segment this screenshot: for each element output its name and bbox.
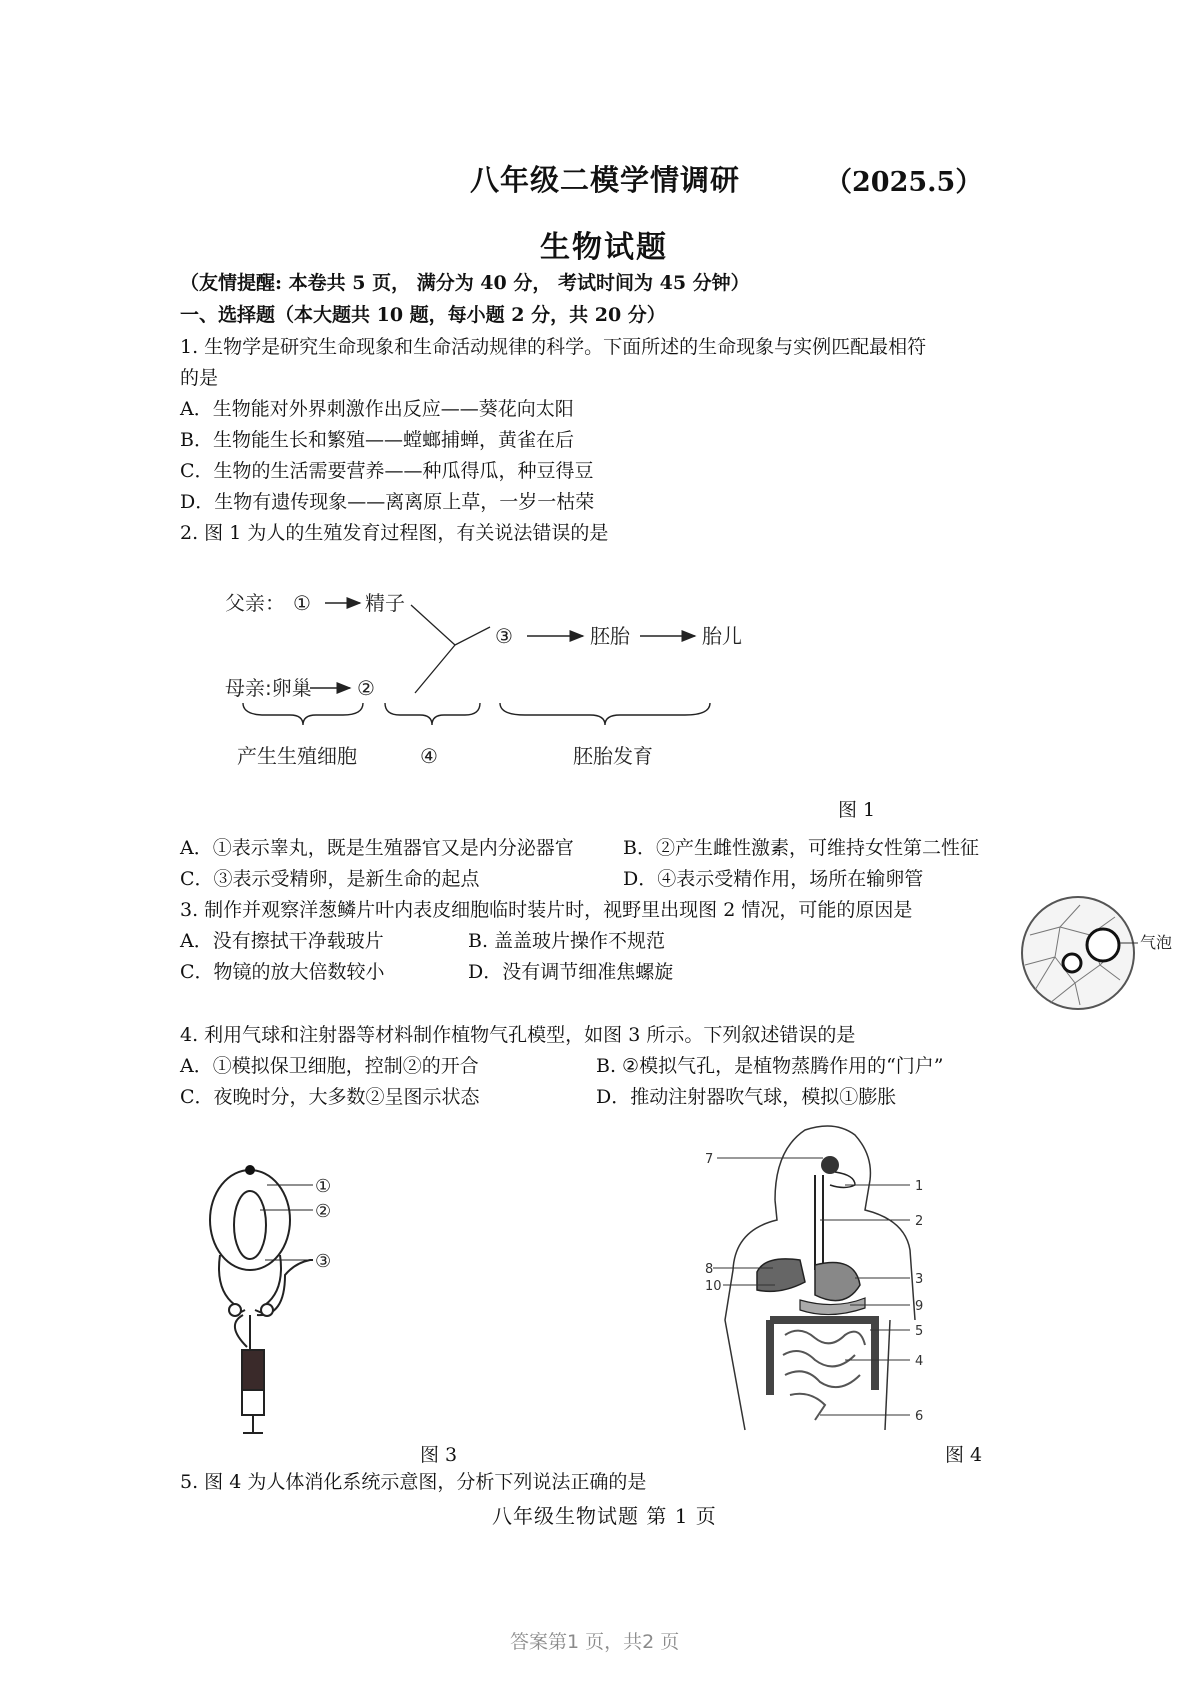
q4-stem: 4. 利用气球和注射器等材料制作植物气孔模型，如图 3 所示。下列叙述错误的是 — [180, 1024, 856, 1046]
fig3-label-3: ③ — [315, 1251, 332, 1272]
q4-option-b: B. ②模拟气孔，是植物蒸腾作用的“门户” — [596, 1055, 944, 1077]
fig3-label-2: ② — [315, 1201, 332, 1222]
q4-option-d: D．推动注射器吹气球，模拟①膨胀 — [596, 1086, 897, 1108]
fig1-fetus: 胎儿 — [702, 624, 742, 648]
fig4-label-6: 6 — [915, 1409, 924, 1424]
q1-option-c: C．生物的生活需要营养——种瓜得瓜，种豆得豆 — [180, 460, 594, 482]
q1-option-b: B．生物能生长和繁殖——螳螂捕蝉，黄雀在后 — [180, 429, 574, 451]
small-air-bubble — [1063, 954, 1081, 972]
fig1-produce-cells: 产生生殖细胞 — [237, 744, 357, 768]
fig4-label-10: 10 — [705, 1279, 722, 1294]
fig4-label-8: 8 — [705, 1262, 714, 1277]
fig1-brace-3 — [500, 703, 710, 725]
fig4-label-1: 1 — [915, 1179, 924, 1194]
exam-date: （2025.5） — [825, 167, 983, 198]
fig1-embryo: 胚胎 — [590, 624, 630, 648]
q3-option-d: D．没有调节细准焦螺旋 — [468, 961, 674, 983]
q2-option-d: D．④表示受精作用，场所在输卵管 — [623, 868, 924, 890]
fig1-mother: 母亲:卵巢 — [225, 676, 312, 700]
q3-stem: 3. 制作并观察洋葱鳞片叶内表皮细胞临时装片时，视野里出现图 2 情况，可能的原因是 — [180, 899, 913, 921]
reminder: （友情提醒: 本卷共 5 页， 满分为 40 分， 考试时间为 45 分钟） — [180, 272, 750, 294]
section-heading: 一、选择题（本大题共 10 题，每小题 2 分，共 20 分） — [180, 304, 666, 326]
exam-title: 八年级二模学情调研 — [470, 163, 741, 197]
q3-option-b: B. 盖盖玻片操作不规范 — [468, 930, 666, 952]
fig4-label-5: 5 — [915, 1324, 924, 1339]
page-footer: 八年级生物试题 第 1 页 — [492, 1504, 717, 1528]
fig4-label-7: 7 — [705, 1152, 714, 1167]
figure-4-digestive-system — [705, 1120, 950, 1440]
fig1-father: 父亲： — [225, 591, 285, 615]
fig1-circle-1: ① — [293, 591, 311, 615]
q1-option-d: D．生物有遗传现象——离离原上草，一岁一枯荣 — [180, 491, 595, 513]
fig3-label-1: ① — [315, 1176, 332, 1197]
q5-stem: 5. 图 4 为人体消化系统示意图，分析下列说法正确的是 — [180, 1471, 647, 1493]
liver-shape — [757, 1259, 805, 1292]
figure-1-reproduction-diagram — [215, 585, 775, 780]
q3-option-c: C．物镜的放大倍数较小 — [180, 961, 385, 983]
q2-option-a: A．①表示睾丸，既是生殖器官又是内分泌器官 — [180, 837, 574, 859]
q2-option-b: B．②产生雌性激素，可维持女性第二性征 — [623, 837, 979, 859]
q4-option-c: C．夜晚时分，大多数②呈图示状态 — [180, 1086, 480, 1108]
fig1-circle-2: ② — [357, 676, 375, 700]
figure-1-caption: 图 1 — [838, 799, 876, 821]
fig1-brace-2 — [385, 703, 480, 725]
q1-option-a: A．生物能对外界刺激作出反应——葵花向太阳 — [180, 398, 574, 420]
fig1-circle-3: ③ — [495, 624, 513, 648]
fig4-label-9: 9 — [915, 1299, 924, 1314]
q2-stem: 2. 图 1 为人的生殖发育过程图，有关说法错误的是 — [180, 522, 609, 544]
stomach-shape — [815, 1263, 860, 1301]
fig1-sperm: 精子 — [365, 591, 405, 615]
figure-3-stomata-model — [195, 1165, 365, 1435]
fig4-label-3: 3 — [915, 1272, 924, 1287]
fig4-label-4: 4 — [915, 1354, 924, 1369]
q3-option-a: A．没有擦拭干净载玻片 — [180, 930, 384, 952]
figure-4-caption: 图 4 — [945, 1444, 983, 1466]
answer-footer: 答案第1 页，共2 页 — [510, 1631, 680, 1653]
bubble-label: 气泡 — [1140, 933, 1173, 952]
big-air-bubble — [1087, 929, 1119, 961]
subject-title: 生物试题 — [540, 230, 668, 265]
figure-3-caption: 图 3 — [420, 1444, 458, 1466]
fig1-circle-4: ④ — [420, 744, 438, 768]
q2-option-c: C．③表示受精卵，是新生命的起点 — [180, 868, 480, 890]
figure-2-microscope-view — [1020, 895, 1200, 1015]
q1-stem: 1. 生物学是研究生命现象和生命活动规律的科学。下面所述的生命现象与实例匹配最相符 — [180, 336, 927, 358]
fig1-embryo-dev: 胚胎发育 — [573, 744, 653, 768]
q4-option-a: A．①模拟保卫细胞，控制②的开合 — [180, 1055, 479, 1077]
fig4-label-2: 2 — [915, 1214, 924, 1229]
q1-stem-cont: 的是 — [180, 367, 219, 389]
fig1-brace-1 — [243, 703, 363, 725]
